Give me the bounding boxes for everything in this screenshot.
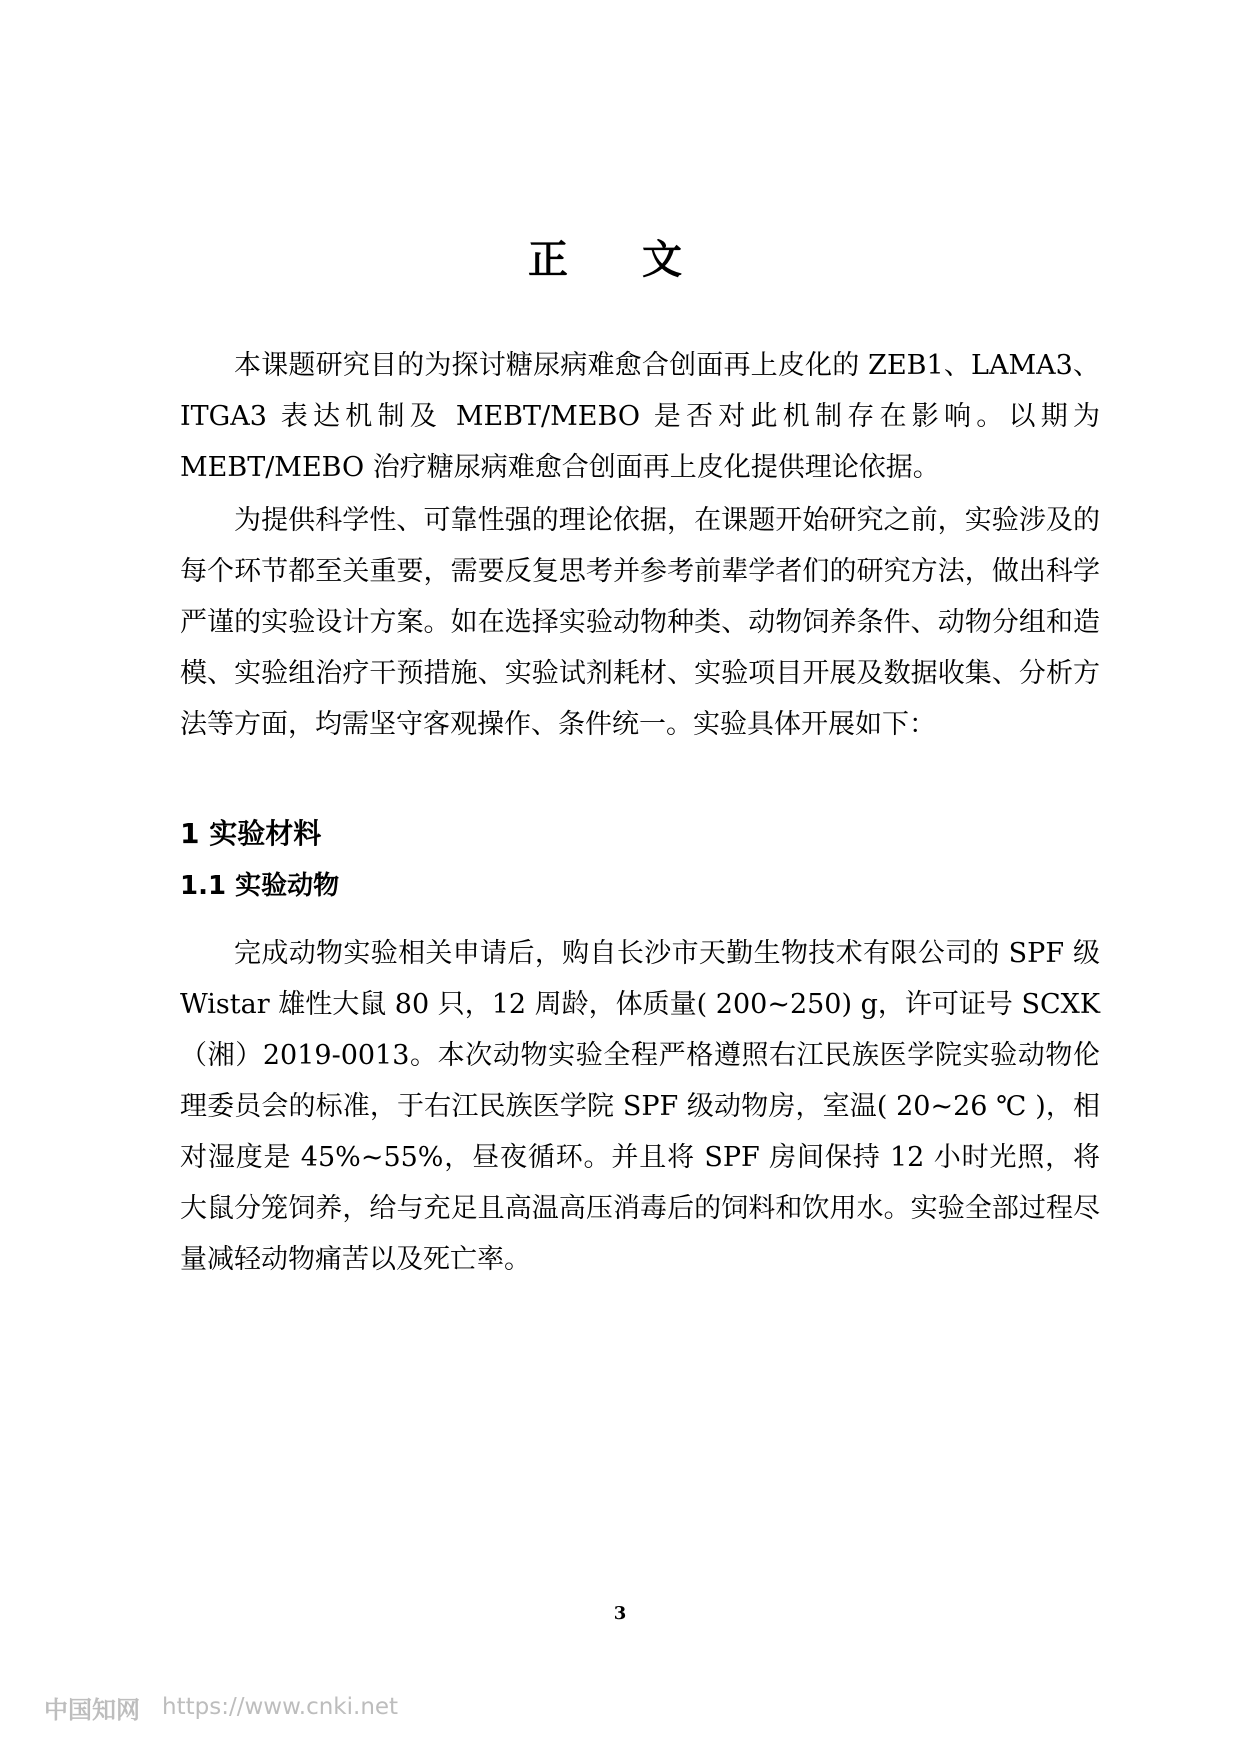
paragraph-design-text: 为提供科学性、可靠性强的理论依据，在课题开始研究之前，实验涉及的每个环节都至关重要，需要反复思考并参考前辈学者们的研究方法，做出科学严谨的实验设计方案。如在选择实验动物种类、动物饲养条件、动物分组和造模、实验组治疗干预措施、实验试剂耗材、实验项目开展及数据收集、分析方法等方面，均需坚守客观操作、条件统一。实验具体开展如下：	[180, 505, 1100, 740]
paragraph-purpose	[180, 340, 1100, 493]
cnki-url[interactable]: https://www.cnki.net	[162, 1694, 399, 1720]
subsection-heading: 1.1 实验动物	[180, 871, 340, 901]
watermark-footer	[44, 1692, 398, 1722]
cnki-logo: 中国知网	[44, 1695, 140, 1724]
paragraph-animals	[180, 928, 1100, 1285]
section-heading: 1 实验材料	[180, 817, 322, 850]
paragraph-design	[180, 495, 1100, 750]
paragraph-animals-text: 完成动物实验相关申请后，购自长沙市天勤生物技术有限公司的 SPF 级 Wistar 雄性大鼠 80 只，12 周龄，体质量( 200~250) g，许可证号 SCXK（湘）2019-0013。本次动物实验全程严格遵照右江民族医学院实验动物伦理委员会的标准，于右江民族医学院 SPF 级动物房，室温( 20~26 ℃ )，相对湿度是 45%~55%，昼夜循环。并且将 SPF 房间保持 12 小时光照，将大鼠分笼饲养，给与充足且高温高压消毒后的饲料和饮用水。实验全部过程尽量减轻动物痛苦以及死亡率。	[180, 938, 1101, 1275]
page-number: 3	[613, 1603, 627, 1624]
page-title: 正 文	[528, 237, 712, 283]
paragraph-purpose-text: 本课题研究目的为探讨糖尿病难愈合创面再上皮化的 ZEB1、LAMA3、ITGA3 表达机制及 MEBT/MEBO 是否对此机制存在影响。以期为 MEBT/MEBO 治疗糖尿病难愈合创面再上皮化提供理论依据。	[180, 350, 1100, 483]
